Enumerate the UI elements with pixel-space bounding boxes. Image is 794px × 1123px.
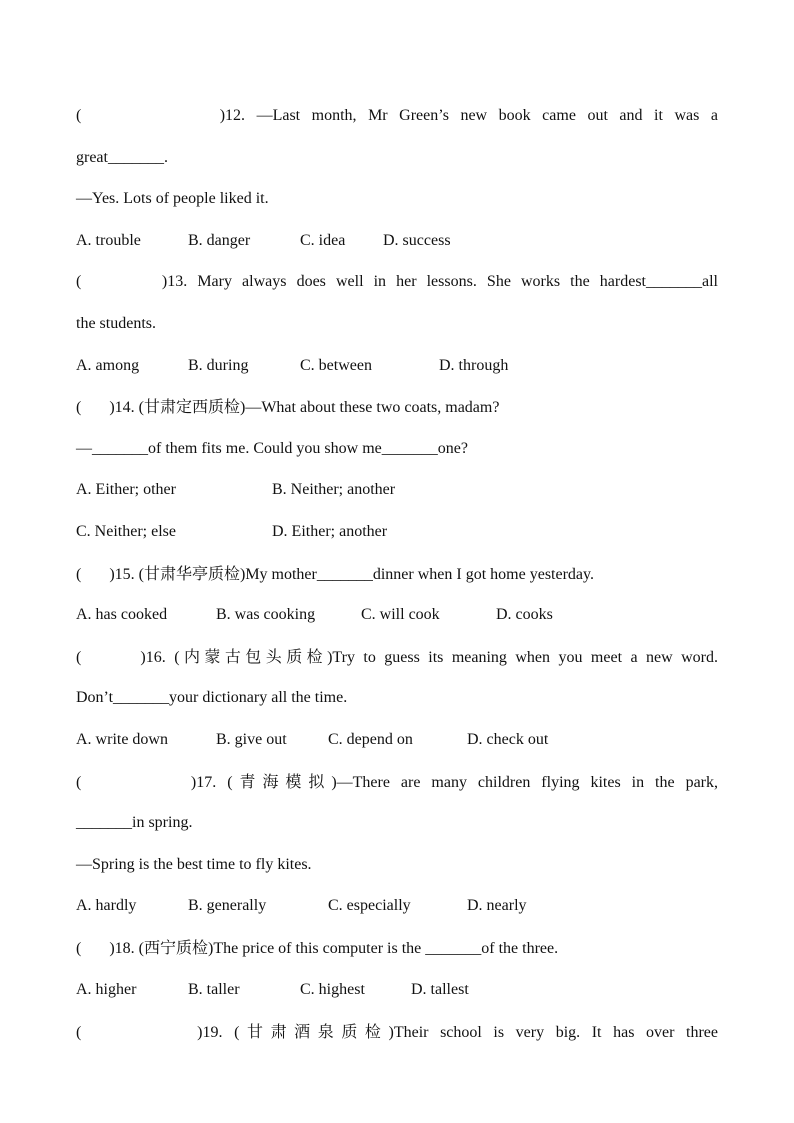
option-c[interactable]: C. will cook — [361, 606, 440, 623]
question-16-stem-cont: Don’t_______your dictionary all the time. — [76, 689, 348, 706]
option-a[interactable]: A. hardly — [76, 897, 137, 914]
option-c[interactable]: C. idea — [300, 232, 346, 249]
option-b[interactable]: B. taller — [188, 981, 240, 998]
option-d[interactable]: D. nearly — [467, 897, 527, 914]
option-d[interactable]: D. Either; another — [272, 523, 388, 540]
question-17-reply: —Spring is the best time to fly kites. — [76, 856, 312, 873]
option-c[interactable]: C. depend on — [328, 731, 413, 748]
option-a[interactable]: A. write down — [76, 731, 168, 748]
option-d[interactable]: D. check out — [467, 731, 549, 748]
question-17-options — [76, 895, 527, 917]
option-d[interactable]: D. success — [383, 232, 451, 249]
option-a[interactable]: A. trouble — [76, 232, 141, 249]
question-13-stem-cont: the students. — [76, 315, 156, 332]
option-d[interactable]: D. tallest — [411, 981, 469, 998]
option-b[interactable]: B. was cooking — [216, 606, 316, 623]
option-b[interactable]: B. generally — [188, 897, 267, 914]
question-14-options-row-2 — [76, 521, 387, 543]
option-d[interactable]: D. through — [439, 357, 509, 374]
option-c[interactable]: C. highest — [300, 981, 365, 998]
question-14-options-row-1 — [76, 479, 395, 501]
question-13-stem: ( )13. Mary always does well in her lessons. She works the hardest_______all — [76, 273, 718, 290]
option-c[interactable]: C. especially — [328, 897, 411, 914]
option-b[interactable]: B. give out — [216, 731, 287, 748]
question-19-stem: ( )19. (甘肃酒泉质检)Their school is very big. It has over three — [76, 1024, 718, 1041]
question-12-stem: ( )12. —Last month, Mr Green’s new book came out and it was a — [76, 107, 718, 124]
question-17-stem: ( )17. (青海模拟)—There are many children flying kites in the park, — [76, 774, 718, 791]
question-15-options — [76, 604, 553, 626]
option-a[interactable]: A. Either; other — [76, 481, 176, 498]
question-18-stem: ( )18. (西宁质检)The price of this computer is the _______of the three. — [76, 940, 559, 957]
question-15-stem: ( )15. (甘肃华亭质检)My mother_______dinner when I got home yesterday. — [76, 566, 594, 583]
option-a[interactable]: A. higher — [76, 981, 137, 998]
question-16-options — [76, 729, 548, 751]
question-12-stem-cont: great_______. — [76, 149, 168, 166]
question-14-stem: ( )14. (甘肃定西质检)—What about these two coats, madam? — [76, 399, 500, 416]
option-d[interactable]: D. cooks — [496, 606, 553, 623]
option-b[interactable]: B. during — [188, 357, 249, 374]
option-b[interactable]: B. Neither; another — [272, 481, 396, 498]
question-12-options — [76, 230, 451, 252]
question-12-reply: —Yes. Lots of people liked it. — [76, 190, 269, 207]
question-17-stem-cont: _______in spring. — [76, 814, 193, 831]
question-14-stem-cont: —_______of them fits me. Could you show me_______one? — [76, 440, 468, 457]
question-13-options — [76, 355, 508, 377]
option-c[interactable]: C. between — [300, 357, 372, 374]
option-a[interactable]: A. has cooked — [76, 606, 168, 623]
option-a[interactable]: A. among — [76, 357, 140, 374]
question-16-stem: ( )16. (内蒙古包头质检)Try to guess its meaning when you meet a new word. — [76, 649, 718, 666]
question-18-options — [76, 979, 469, 1001]
option-b[interactable]: B. danger — [188, 232, 251, 249]
option-c[interactable]: C. Neither; else — [76, 523, 176, 540]
